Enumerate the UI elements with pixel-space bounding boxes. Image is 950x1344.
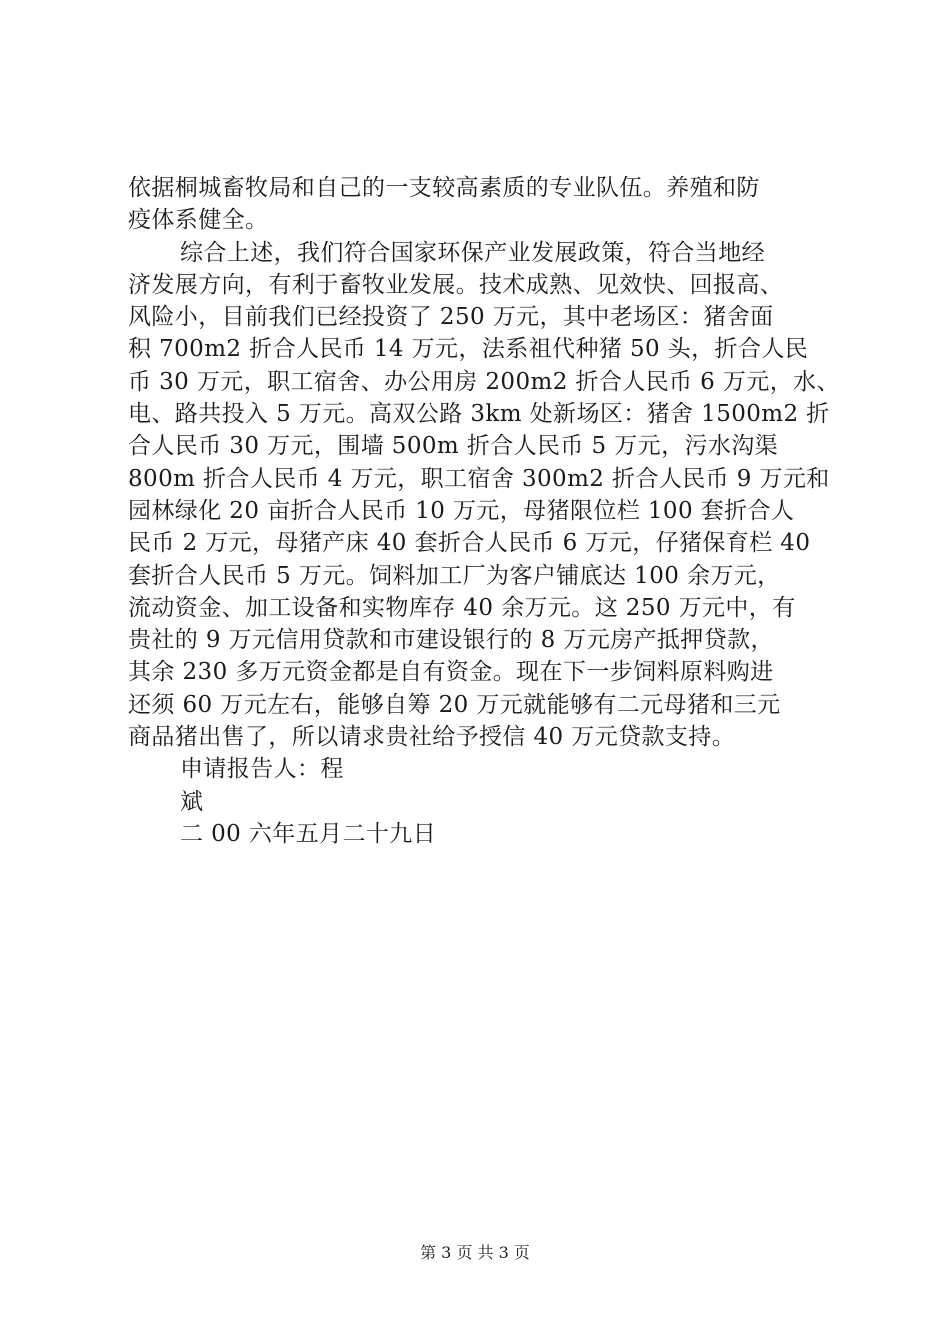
text-line: 积 700m2 折合人民币 14 万元，法系祖代种猪 50 头，折合人民 xyxy=(128,336,809,363)
text-line: 济发展方向，有利于畜牧业发展。技术成熟、见效快、回报高、 xyxy=(128,271,784,298)
text-line: 商品猪出售了，所以请求贵社给予授信 40 万元贷款支持。 xyxy=(128,724,736,751)
date-line: 二 00 六年五月二十九日 xyxy=(180,820,437,847)
document-body xyxy=(128,172,840,850)
text-line: 综合上述，我们符合国家环保产业发展政策，符合当地经 xyxy=(180,239,765,266)
text-line: 依据桐城畜牧局和自己的一支较高素质的专业队伍。养殖和防 xyxy=(128,175,760,201)
text-line: 800m 折合人民币 4 万元，职工宿舍 300m2 折合人民币 9 万元和 xyxy=(128,465,830,492)
text-line: 套折合人民币 5 万元。饲料加工厂为客户铺底达 100 余万元， xyxy=(128,562,781,589)
page-footer: 第 3 页 共 3 页 xyxy=(420,1243,530,1262)
applicant-name-cont: 斌 xyxy=(180,788,204,815)
text-line: 风险小，目前我们已经投资了 250 万元，其中老场区：猪舍面 xyxy=(128,304,774,331)
text-line: 其余 230 多万元资金都是自有资金。现在下一步饲料原料购进 xyxy=(128,659,774,686)
text-line: 园林绿化 20 亩折合人民币 10 万元，母猪限位栏 100 套折合人 xyxy=(128,497,795,524)
text-line: 合人民币 30 万元，围墙 500m 折合人民币 5 万元，污水沟渠 xyxy=(128,433,779,460)
text-line: 电、路共投入 5 万元。高双公路 3km 处新场区：猪舍 1500m2 折 xyxy=(128,401,830,428)
applicant-line: 申请报告人：程 xyxy=(180,756,344,783)
text-line: 还须 60 万元左右，能够自筹 20 万元就能够有二元母猪和三元 xyxy=(128,691,781,718)
text-line: 流动资金、加工设备和实物库存 40 余万元。这 250 万元中，有 xyxy=(128,594,796,621)
text-line: 疫体系健全。 xyxy=(128,207,269,234)
text-line: 贵社的 9 万元信用贷款和市建设银行的 8 万元房产抵押贷款， xyxy=(128,627,774,654)
text-line: 民币 2 万元，母猪产床 40 套折合人民币 6 万元，仔猪保育栏 40 xyxy=(128,530,811,557)
text-line: 币 30 万元，职工宿舍、办公用房 200m2 折合人民币 6 万元，水、 xyxy=(128,368,840,395)
